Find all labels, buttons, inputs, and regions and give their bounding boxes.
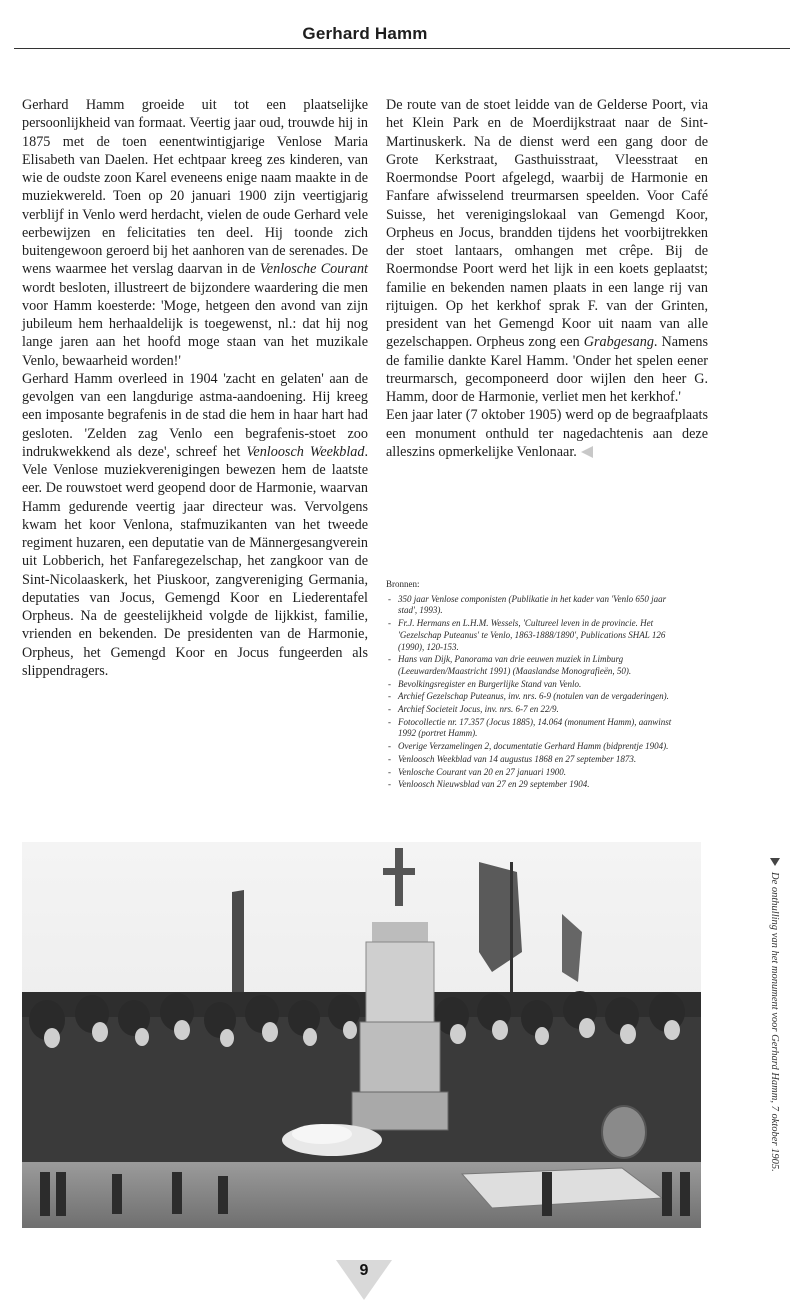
left-p1-rest: wordt besloten, illustreert de bijzondere waardering die men voor Hamm koesterde: 'Moge, hetgeen den avond van zijn jubileum hem herhaaldelijk is toegewenst, nl.: dat hij nog lange jaren aan het hoofd moge staan van het muzikale Venlo, bewaarheid worden!' — [22, 279, 368, 369]
source-item: - Fotocollectie nr. 17.357 (Jocus 1885), 14.064 (monument Hamm), aanwinst 1992 (portret Hamm). — [386, 717, 686, 740]
source-item: - Fr.J. Hermans en L.H.M. Wessels, 'Cultureel leven in de provincie. Het 'Gezelschap Puteanus' te Venlo, 1863-1888/1890', Publications SHAL 126 (1990), 120-153. — [386, 618, 686, 653]
source-item: - 350 jaar Venlose componisten (Publikatie in het kader van 'Venlo 650 jaar stad', 1993). — [386, 594, 686, 617]
monument-unveiling-photo — [22, 842, 701, 1228]
right-column — [386, 96, 708, 461]
source-item: - Archief Gezelschap Puteanus, inv. nrs. 6-9 (notulen van de vergaderingen). — [386, 691, 686, 703]
left-paragraph-2 — [22, 370, 368, 680]
right-p1-rest: . Namens de familie dankte Karel Hamm. 'Onder het spelen eener treurmarsch, gecomponeerd door wijlen den heer G. Hamm, door de Harmonie, verliet men het kerkhof.' — [386, 334, 708, 405]
source-item: - Venlosche Courant van 20 en 27 januari 1900. — [386, 767, 686, 779]
right-p2-text: Een jaar later (7 oktober 1905) werd op de begraafplaats een monument onthuld ter nagedachtenis aan deze alleszins opmerkelijke Venlonaar. — [386, 407, 708, 460]
right-p1-text: De route van de stoet leidde van de Gelderse Poort, via het Klein Park en de Moerdijkstraat naar de Sint-Martinuskerk. Na de dienst werd een gang door de Grote Kerkstraat, Gasthuisstraat, Vleesstraat en Roermondse Poort afgelegd, waarbij de Harmonie en Fanfare afwisselend treurmarsen speelden. Voor Café Suisse, het verenigingslokaal van Gemengd Koor, Orpheus en Jocus, brandden tijdens het voorbijtrekken der stoet lantaars, omhangen met crêpe. Bij de Roermondse Poort werd het lijk in een koets geplaatst; familie en bekenden namen plaats in een lange rij van rijtuigen. Op het kerkhof sprak F. van der Grinten, president van het Gemengd Koor uit naam van alle gezelschappen. Orpheus zong een — [386, 97, 708, 351]
header-rule — [14, 48, 790, 49]
sources-title: Bronnen: — [386, 579, 420, 589]
historic-photo-illustration — [22, 842, 701, 1228]
left-p2-text: Gerhard Hamm overleed in 1904 'zacht en gelaten' aan de gevolgen van een langdurige astma-aandoening. Hij kreeg een imposante begrafenis in de stad die hem in haar hart had gesloten. 'Zelden zag Venlo een begrafenis-stoet zoo indrukwekkend als deze', schreef het — [22, 370, 368, 460]
page-header-title: Gerhard Hamm — [302, 24, 428, 43]
source-item: - Overige Verzamelingen 2, documentatie Gerhard Hamm (bidprentje 1904). — [386, 741, 686, 753]
source-item: - Bevolkingsregister en Burgerlijke Stand van Venlo. — [386, 679, 686, 691]
source-item: - Hans van Dijk, Panorama van drie eeuwen muziek in Limburg (Leeuwarden/Maastricht 1991) (Maaslandse Monografieën, 50). — [386, 654, 686, 677]
left-p1-italic: Venlosche Courant — [259, 261, 368, 278]
left-p2-italic: Venloosch Weekblad — [246, 443, 365, 460]
source-item: - Archief Societeit Jocus, inv. nrs. 6-7 en 22/9. — [386, 704, 686, 716]
source-item: - Venloosch Weekblad van 14 augustus 1868 en 27 september 1873. — [386, 754, 686, 766]
right-paragraph-1 — [386, 96, 708, 406]
sources-list — [386, 594, 686, 791]
left-paragraph-1 — [22, 96, 368, 370]
page-number: 9 — [359, 1262, 369, 1279]
left-p2-rest: . Vele Venlose muziekverenigingen bewezen hem de laatste eer. De rouwstoet werd geopend door de Harmonie, waarvan Hamm gedurende veertig jaar directeur was. Vervolgens kwam het koor Venlona, stafmuzikanten van het tweede regiment huzaren, een deputatie van de Männergesangverein uit Lobberich, het Fanfaregezelschap, het zangkoor van de Sint-Nicolaaskerk, het Piuskoor, zangvereniging Germania, deputaties van Jocus, Gemengd Koor en Liederentafel Orpheus. Na de geestelijkheid volgde de lijkkist, familie, vrienden en bekenden. De presidenten van de Harmonie, Orpheus, het Gemengd Koor en Jocus fungeerden als slippendragers. — [22, 443, 368, 679]
right-paragraph-2 — [386, 406, 708, 461]
caption-text: De onthulling van het monument voor Gerhard Hamm, 7 oktober 1905. — [769, 872, 780, 1172]
caption-arrow-icon — [770, 858, 780, 866]
left-column — [22, 96, 368, 680]
right-p1-italic: Grabgesang — [583, 334, 654, 351]
source-item: - Venloosch Nieuwsblad van 27 en 29 september 1904. — [386, 779, 686, 791]
end-of-article-icon — [581, 446, 593, 458]
photo-caption — [768, 858, 796, 1198]
sources-block — [386, 579, 686, 792]
left-p1-text: Gerhard Hamm groeide uit tot een plaatselijke persoonlijkheid van formaat. Veertig jaar oud, trouwde hij in 1875 met de toen eenentwintigjarige Venlose Maria Elisabeth van Daelen. Het echtpaar kreeg zes kinderen, van wie de oudste zoon Karel eveneens enige naam maakte in de muziekwereld. Toen op 20 januari 1900 zijn veertigjarig verblijf in Venlo werd herdacht, vielen de oude Gerhard vele eerbewijzen en felicitaties ten deel. Hij toonde zich buitengewoon geroerd bij het aanhoren van de serenades. De wens waarmee het verslag daarvan in de — [22, 97, 368, 278]
